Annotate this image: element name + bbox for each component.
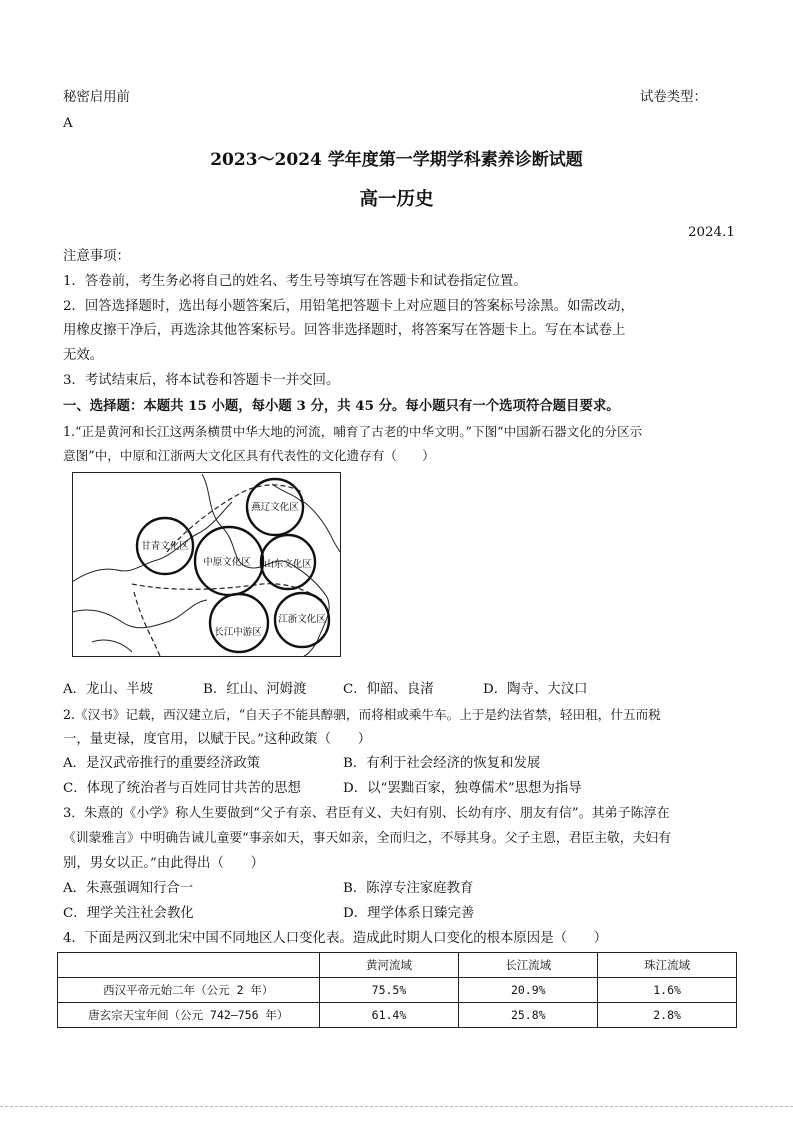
map-label-jiangzhe: 江浙文化区 xyxy=(278,614,326,625)
table-cell: 唐玄宗天宝年间（公元 742—756 年） xyxy=(58,1003,320,1028)
question-3-text: 别，男女以正。”由此得出（ ） xyxy=(63,856,265,871)
question-1-text: 意图”中，中原和江浙两大文化区具有代表性的文化遗存有（ ） xyxy=(63,448,435,463)
notice-line: 用橡皮擦干净后，再选涂其他答案标号。回答非选择题时，将答案写在答题卡上。写在本试卷上 xyxy=(63,323,626,338)
page-subtitle: 高一历史 xyxy=(359,189,434,210)
table-cell: 25.8% xyxy=(459,1003,598,1028)
q3-option-d: D．理学体系日臻完善 xyxy=(343,906,475,921)
table-cell: 1.6% xyxy=(598,978,737,1003)
q2-option-b: B．有利于社会经济的恢复和发展 xyxy=(343,756,541,771)
q3-option-a: A．朱熹强调知行合一 xyxy=(63,881,194,896)
neolithic-culture-map xyxy=(72,472,342,658)
table-row xyxy=(58,1003,737,1028)
table-header-cell: 长江流域 xyxy=(459,953,598,978)
q1-option-d: D．陶寺、大汶口 xyxy=(483,682,588,697)
exam-date: 2024.1 xyxy=(688,225,735,240)
notice-line: 无效。 xyxy=(63,348,104,363)
question-2-text: 2.《汉书》记载，西汉建立后，“自天子不能具醇驷，而将相或乘牛车。上于是约法省禁，轻田租，什五而税 xyxy=(63,707,661,722)
map-label-shandong: 山东文化区 xyxy=(264,559,312,570)
notice-line: 3．考试结束后，将本试卷和答题卡一并交回。 xyxy=(63,373,340,388)
page-title: 2023～2024 学年度第一学期学科素养诊断试题 xyxy=(210,150,583,170)
notice-line: 1．答卷前，考生务必将自己的姓名、考生号等填写在答题卡和试卷指定位置。 xyxy=(63,274,527,289)
paper-type-label: 试卷类型： xyxy=(640,90,707,105)
page-bottom-divider xyxy=(0,1106,793,1107)
paper-type-value: A xyxy=(63,116,73,131)
map-label-ganqing: 甘青文化区 xyxy=(141,541,189,552)
q1-option-c: C．仰韶、良渚 xyxy=(343,682,434,697)
table-cell: 西汉平帝元始二年（公元 2 年） xyxy=(58,978,320,1003)
map-label-zhongyuan: 中原文化区 xyxy=(203,557,251,568)
table-header-cell xyxy=(58,953,320,978)
notice-line: 2．回答选择题时，选出每小题答案后，用铅笔把答题卡上对应题目的答案标号涂黑。如需改动， xyxy=(63,299,634,314)
q1-option-b: B．红山、河姆渡 xyxy=(203,682,307,697)
table-header-row xyxy=(58,953,737,978)
changjiang-region-circle xyxy=(210,594,268,652)
table-header-cell: 黄河流域 xyxy=(319,953,459,978)
table-header-cell: 珠江流域 xyxy=(598,953,737,978)
table-row xyxy=(58,978,737,1003)
section-heading: 一、选择题：本题共 15 小题，每小题 3 分，共 45 分。每小题只有一个选项符合题目要求。 xyxy=(63,398,620,414)
q3-option-b: B．陈淳专注家庭教育 xyxy=(343,881,474,896)
table-cell: 2.8% xyxy=(598,1003,737,1028)
q2-option-c: C．体现了统治者与百姓同甘共苦的思想 xyxy=(63,781,301,796)
question-3-text: 3．朱熹的《小学》称人生要做到“父子有亲、君臣有义、夫妇有别、长幼有序、朋友有信”。其弟子陈淳在 xyxy=(63,806,670,821)
secret-label: 秘密启用前 xyxy=(63,90,130,105)
question-1-text: 1.“正是黄河和长江这两条横贯中华大地的河流，哺育了古老的中华文明。”下图“中国新石器文化的分区示 xyxy=(63,424,643,439)
question-4-text: 4．下面是两汉到北宋中国不同地区人口变化表。造成此时期人口变化的根本原因是（ ） xyxy=(63,931,608,946)
map-label-yanliao: 燕辽文化区 xyxy=(251,502,299,513)
table-cell: 20.9% xyxy=(459,978,598,1003)
table-cell: 75.5% xyxy=(319,978,459,1003)
q3-option-c: C．理学关注社会教化 xyxy=(63,906,194,921)
population-table xyxy=(57,952,737,1028)
map-label-changjiang: 长江中游区 xyxy=(214,627,262,638)
question-2-text: 一，量吏禄，度官用，以赋于民。”这种政策（ ） xyxy=(63,732,372,747)
table-cell: 61.4% xyxy=(319,1003,459,1028)
q2-option-a: A．是汉武帝推行的重要经济政策 xyxy=(63,756,261,771)
question-3-text: 《训蒙雅言》中明确告诫儿童要“事亲如天，事天如亲，全而归之，不辱其身。父子主恩，君臣主敬，夫妇有 xyxy=(63,831,671,846)
q1-option-a: A．龙山、半坡 xyxy=(63,682,154,697)
q2-option-d: D．以“罢黜百家，独尊儒术”思想为指导 xyxy=(343,781,582,796)
notice-heading: 注意事项： xyxy=(63,249,130,264)
